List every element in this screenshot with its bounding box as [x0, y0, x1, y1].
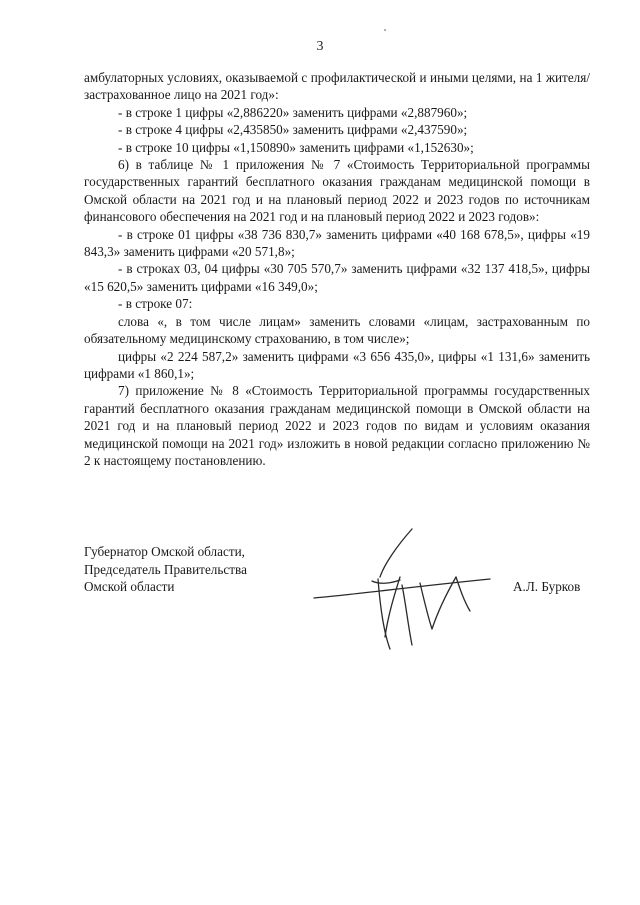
body-text [84, 69, 590, 469]
paragraph: 7) приложение № 8 «Стоимость Территориальной программы государственных гарантий бесплатного оказания гражданам медицинской помощи в Омской области на 2021 год и на плановый период 2022 и 2023 годов по видам и условиям оказания медицинской помощи на 2021 год» изложить в новой редакции согласно приложению № 2 к настоящему постановлению. [84, 383, 590, 468]
paragraph: - в строке 10 цифры «1,150890» заменить цифрами «1,152630»; [118, 139, 474, 155]
signatory-title-line: Омской области [84, 579, 175, 595]
handwritten-signature [300, 525, 505, 660]
page-number: 3 [316, 39, 324, 54]
paragraph: - в строке 4 цифры «2,435850» заменить цифрами «2,437590»; [118, 122, 468, 138]
paragraph: 6) в таблице № 1 приложения № 7 «Стоимость Территориальной программы государственных гарантий бесплатного оказания гражданам медицинской помощи в Омской области на 2021 год и на плановый период 2022 и 2023 годов по источникам финансового обеспечения на 2021 год и на плановый период 2022 и 2023 годов»: [84, 157, 590, 225]
signatory-title-line: Губернатор Омской области, [84, 544, 245, 559]
paragraph: - в строках 03, 04 цифры «30 705 570,7» заменить цифрами «32 137 418,5», цифры «15 620,5» заменить цифрами «16 349,0»; [84, 261, 590, 294]
signatory-title-line: Председатель Правительства [84, 561, 247, 577]
paragraph: слова «, в том числе лицам» заменить словами «лицам, застрахованным по обязательному медицинскому страхованию, в том числе»; [84, 313, 590, 347]
paragraph: цифры «2 224 587,2» заменить цифрами «3 656 435,0», цифры «1 131,6» заменить цифрами «1 860,1»; [84, 348, 590, 381]
paragraph: - в строке 01 цифры «38 736 830,7» заменить цифрами «40 168 678,5», цифры «19 843,3» заменить цифрами «20 571,8»; [84, 226, 590, 260]
paragraph: амбулаторных условиях, оказываемой с профилактической и иными целями, на 1 жителя/застрахованное лицо на 2021 год»: [84, 70, 590, 103]
signatory-title [84, 543, 247, 596]
paragraph: - в строке 1 цифры «2,886220» заменить цифрами «2,887960»; [118, 104, 468, 120]
paragraph: - в строке 07: [118, 296, 193, 312]
signatory-name: А.Л. Бурков [513, 579, 581, 594]
scan-speck [384, 29, 386, 31]
